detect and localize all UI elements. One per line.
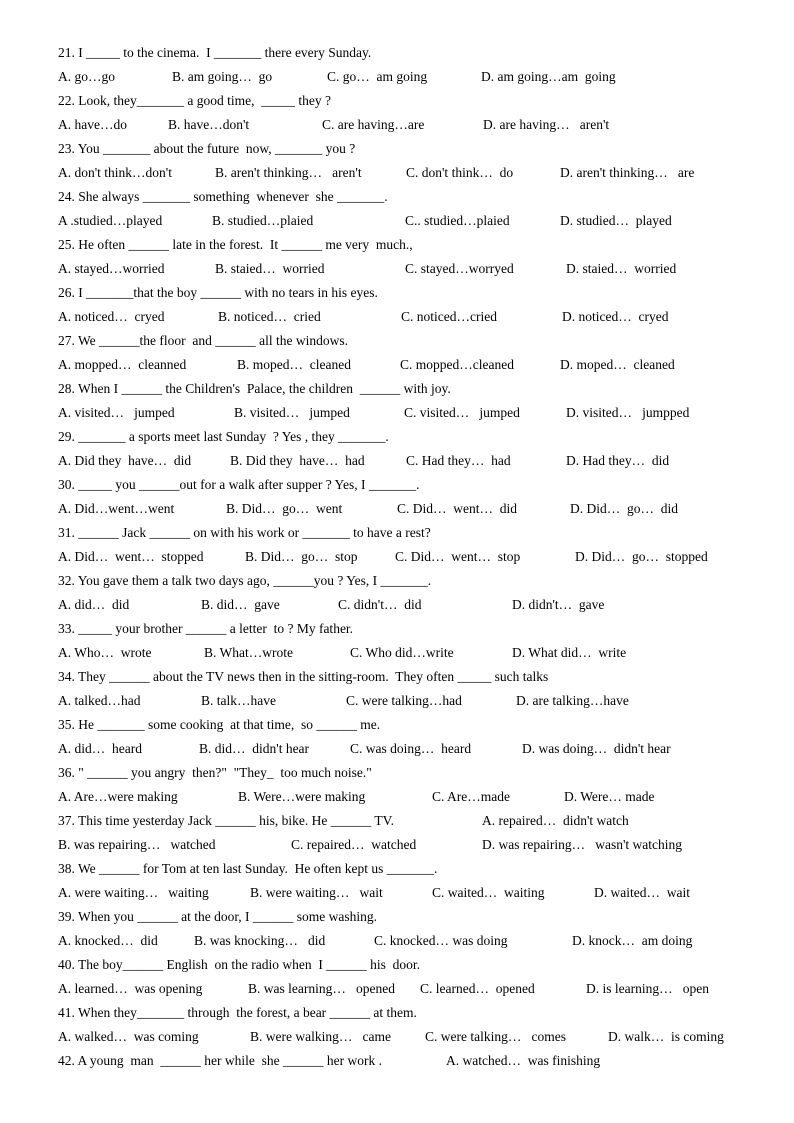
- worksheet-line: [0, 209, 794, 233]
- worksheet-line: [0, 137, 794, 161]
- answer-option: A. learned… was opening: [58, 981, 203, 996]
- answer-option: A. Did they have… did: [58, 453, 192, 468]
- worksheet-line: [0, 401, 794, 425]
- worksheet-line: [0, 833, 794, 857]
- answer-option: B. staied… worried: [215, 261, 325, 276]
- answer-option: C. didn't… did: [338, 597, 422, 612]
- worksheet-line: [0, 761, 794, 785]
- worksheet-line: [0, 497, 794, 521]
- answer-option: A. talked…had: [58, 693, 141, 708]
- worksheet-line: [0, 41, 794, 65]
- answer-option: D. am going…am going: [481, 69, 616, 84]
- answer-option: B. did… didn't hear: [199, 741, 310, 756]
- worksheet-line: [0, 1049, 794, 1073]
- worksheet-line: [0, 281, 794, 305]
- question-text: 33. _____ your brother ______ a letter to ? My father.: [58, 621, 354, 636]
- worksheet-line: [0, 785, 794, 809]
- worksheet-line: [0, 593, 794, 617]
- worksheet-line: [0, 857, 794, 881]
- answer-option: B. were walking… came: [250, 1029, 391, 1044]
- answer-option: D. waited… wait: [594, 885, 690, 900]
- question-text: 30. _____ you ______out for a walk after supper ? Yes, I _______.: [58, 477, 420, 492]
- answer-option: D. Did… go… stopped: [575, 549, 708, 564]
- answer-option: B. talk…have: [201, 693, 276, 708]
- worksheet-line: [0, 185, 794, 209]
- worksheet-line: [0, 881, 794, 905]
- answer-option: B. What…wrote: [204, 645, 293, 660]
- answer-option: B. am going… go: [172, 69, 273, 84]
- worksheet-line: [0, 929, 794, 953]
- question-text: 35. He _______ some cooking at that time, so ______ me.: [58, 717, 381, 732]
- worksheet-line: [0, 809, 794, 833]
- answer-option: B. noticed… cried: [218, 309, 321, 324]
- answer-option: C. Did… went… stop: [395, 549, 521, 564]
- question-text: 21. I _____ to the cinema. I _______ there every Sunday.: [58, 45, 372, 60]
- question-text: 23. You _______ about the future now, _______ you ?: [58, 141, 356, 156]
- answer-option: C. was doing… heard: [350, 741, 472, 756]
- answer-option: B. visited… jumped: [234, 405, 350, 420]
- answer-option: D. studied… played: [560, 213, 672, 228]
- answer-option: D. walk… is coming: [608, 1029, 724, 1044]
- answer-option: D. are talking…have: [516, 693, 629, 708]
- answer-option: D. was doing… didn't hear: [522, 741, 671, 756]
- question-text: 41. When they_______ through the forest, a bear ______ at them.: [58, 1005, 417, 1020]
- answer-option: B. aren't thinking… aren't: [215, 165, 362, 180]
- worksheet-line: [0, 257, 794, 281]
- answer-option: C. don't think… do: [406, 165, 514, 180]
- worksheet-line: [0, 641, 794, 665]
- answer-option: D. Had they… did: [566, 453, 670, 468]
- question-text: 29. _______ a sports meet last Sunday ? Yes , they _______.: [58, 429, 389, 444]
- worksheet-line: [0, 425, 794, 449]
- worksheet-line: [0, 1001, 794, 1025]
- worksheet-line: [0, 1025, 794, 1049]
- worksheet-line: [0, 233, 794, 257]
- question-text: 34. They ______ about the TV news then in the sitting-room. They often _____ such talks: [58, 669, 549, 684]
- answer-option: D. noticed… cryed: [562, 309, 669, 324]
- answer-option: B. moped… cleaned: [237, 357, 351, 372]
- answer-option: C. noticed…cried: [401, 309, 497, 324]
- answer-option: D. didn't… gave: [512, 597, 605, 612]
- answer-option: D. is learning… open: [586, 981, 709, 996]
- answer-option: D. Were… made: [564, 789, 655, 804]
- answer-option: A. Are…were making: [58, 789, 178, 804]
- worksheet-line: [0, 569, 794, 593]
- answer-option: D. moped… cleaned: [560, 357, 675, 372]
- answer-option: C. Had they… had: [406, 453, 511, 468]
- worksheet: [0, 41, 794, 1073]
- answer-option: C. repaired… watched: [291, 837, 417, 852]
- worksheet-line: [0, 977, 794, 1001]
- answer-option: D. staied… worried: [566, 261, 677, 276]
- worksheet-line: [0, 65, 794, 89]
- worksheet-line: [0, 89, 794, 113]
- answer-option: B. did… gave: [201, 597, 280, 612]
- worksheet-line: [0, 665, 794, 689]
- answer-option: D. are having… aren't: [483, 117, 610, 132]
- worksheet-line: [0, 737, 794, 761]
- answer-option: C. learned… opened: [420, 981, 535, 996]
- answer-option: A. stayed…worried: [58, 261, 165, 276]
- answer-option: A. watched… was finishing: [446, 1053, 601, 1068]
- answer-option: A .studied…played: [58, 213, 163, 228]
- question-text: 37. This time yesterday Jack ______ his, bike. He ______ TV.: [58, 813, 394, 828]
- worksheet-line: [0, 905, 794, 929]
- answer-option: D. was repairing… wasn't watching: [482, 837, 683, 852]
- answer-option: B. studied…plaied: [212, 213, 314, 228]
- answer-option: A. were waiting… waiting: [58, 885, 209, 900]
- answer-option: C. mopped…cleaned: [400, 357, 514, 372]
- answer-option: D. What did… write: [512, 645, 627, 660]
- question-text: 28. When I ______ the Children's Palace, the children ______ with joy.: [58, 381, 451, 396]
- question-text: 27. We ______the floor and ______ all the windows.: [58, 333, 348, 348]
- answer-option: B. was knocking… did: [194, 933, 326, 948]
- worksheet-line: [0, 545, 794, 569]
- answer-option: C. stayed…worryed: [405, 261, 514, 276]
- worksheet-line: [0, 449, 794, 473]
- worksheet-line: [0, 713, 794, 737]
- answer-option: A. did… did: [58, 597, 130, 612]
- answer-option: C. knocked… was doing: [374, 933, 508, 948]
- question-text: 40. The boy______ English on the radio when I ______ his door.: [58, 957, 420, 972]
- question-text: 31. ______ Jack ______ on with his work or _______ to have a rest?: [58, 525, 431, 540]
- answer-option: B. Were…were making: [238, 789, 366, 804]
- worksheet-line: [0, 377, 794, 401]
- question-text: 26. I _______that the boy ______ with no tears in his eyes.: [58, 285, 378, 300]
- answer-option: A. Did…went…went: [58, 501, 175, 516]
- worksheet-line: [0, 617, 794, 641]
- question-text: 32. You gave them a talk two days ago, ______you ? Yes, I _______.: [58, 573, 432, 588]
- question-text: 42. A young man ______ her while she ______ her work .: [58, 1053, 382, 1068]
- answer-option: B. were waiting… wait: [250, 885, 383, 900]
- question-text: 25. He often ______ late in the forest. It ______ me very much.,: [58, 237, 413, 252]
- worksheet-line: [0, 353, 794, 377]
- worksheet-line: [0, 329, 794, 353]
- worksheet-line: [0, 689, 794, 713]
- answer-option: B. was repairing… watched: [58, 837, 216, 852]
- worksheet-line: [0, 473, 794, 497]
- answer-option: A. walked… was coming: [58, 1029, 199, 1044]
- answer-option: A. Who… wrote: [58, 645, 152, 660]
- answer-option: C. go… am going: [327, 69, 428, 84]
- answer-option: C. visited… jumped: [404, 405, 520, 420]
- worksheet-line: [0, 305, 794, 329]
- worksheet-line: [0, 161, 794, 185]
- answer-option: D. aren't thinking… are: [560, 165, 695, 180]
- answer-option: A. have…do: [58, 117, 127, 132]
- question-text: 38. We ______ for Tom at ten last Sunday. He often kept us _______.: [58, 861, 438, 876]
- answer-option: D. visited… jumpped: [566, 405, 690, 420]
- answer-option: A. did… heard: [58, 741, 142, 756]
- question-text: 22. Look, they_______ a good time, _____ they ?: [58, 93, 331, 108]
- answer-option: B. have…don't: [168, 117, 250, 132]
- answer-option: C. waited… waiting: [432, 885, 545, 900]
- answer-option: A. visited… jumped: [58, 405, 175, 420]
- answer-option: D. knock… am doing: [572, 933, 693, 948]
- answer-option: C.. studied…plaied: [405, 213, 510, 228]
- answer-option: B. Did they have… had: [230, 453, 365, 468]
- answer-option: A. knocked… did: [58, 933, 158, 948]
- answer-option: A. noticed… cryed: [58, 309, 165, 324]
- answer-option: B. Did… go… stop: [245, 549, 358, 564]
- worksheet-line: [0, 113, 794, 137]
- question-text: 39. When you ______ at the door, I ______ some washing.: [58, 909, 378, 924]
- answer-option: A. Did… went… stopped: [58, 549, 204, 564]
- worksheet-line: [0, 953, 794, 977]
- question-text: 36. " ______ you angry then?" "They_ too much noise.": [58, 765, 372, 780]
- answer-option: B. Did… go… went: [226, 501, 343, 516]
- worksheet-line: [0, 521, 794, 545]
- answer-option: C. were talking…had: [346, 693, 462, 708]
- answer-option: C. Who did…write: [350, 645, 454, 660]
- answer-option: C. are having…are: [322, 117, 425, 132]
- answer-option: D. Did… go… did: [570, 501, 678, 516]
- answer-option: C. Are…made: [432, 789, 510, 804]
- answer-option: B. was learning… opened: [248, 981, 395, 996]
- question-text: 24. She always _______ something whenever she _______.: [58, 189, 388, 204]
- answer-option: A. mopped… cleanned: [58, 357, 187, 372]
- answer-option: C. Did… went… did: [397, 501, 517, 516]
- answer-option: C. were talking… comes: [425, 1029, 566, 1044]
- answer-option: A. don't think…don't: [58, 165, 172, 180]
- answer-option: A. repaired… didn't watch: [482, 813, 629, 828]
- answer-option: A. go…go: [58, 69, 115, 84]
